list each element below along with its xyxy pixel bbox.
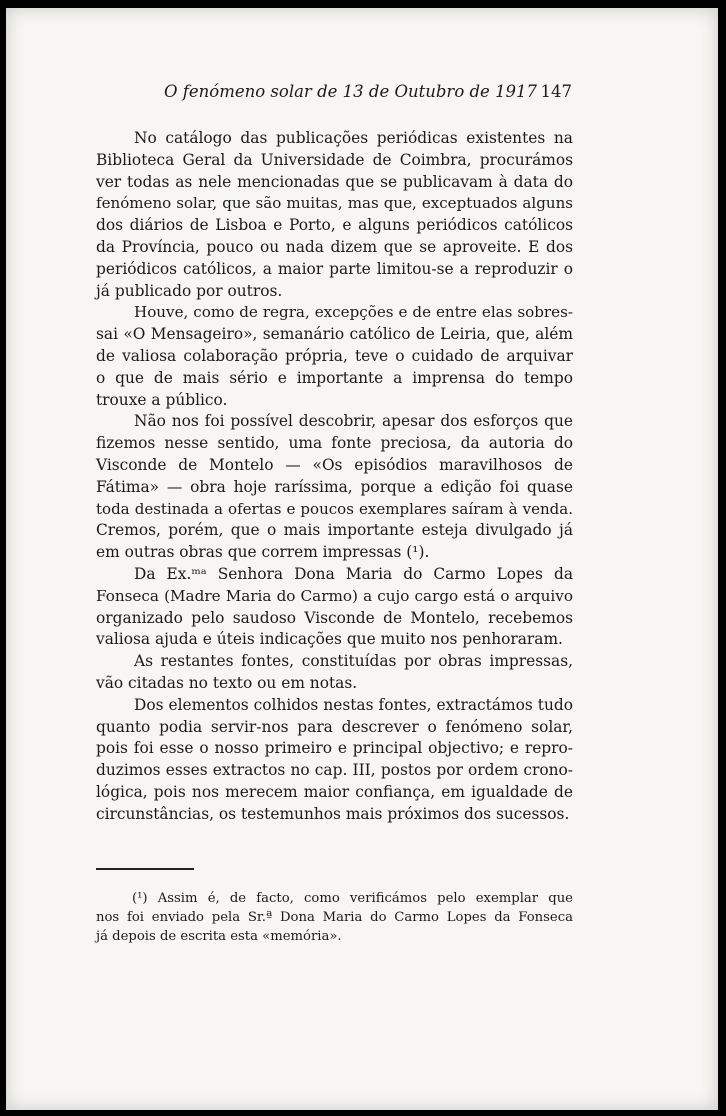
text-line: já publicado por outros.: [96, 281, 283, 300]
footnote-divider: [96, 868, 194, 870]
text-line: toda destinada a ofertas e poucos exemplares saíram à venda.: [96, 499, 573, 518]
text-line: da Província, pouco ou nada dizem que se aproveite. E dos: [96, 237, 573, 256]
footnote-line: já depois de escrita esta «memória».: [96, 929, 342, 944]
text-line: ver todas as nele mencionadas que se publicavam à data do: [96, 172, 573, 191]
text-line: sai «O Mensageiro», semanário católico de Leiria, que, além: [96, 325, 573, 344]
text-line: de valiosa colaboração própria, teve o cuidado de arquivar: [96, 346, 573, 365]
text-line: periódicos católicos, a maior parte limitou-se a reproduzir o: [96, 259, 573, 278]
text-line: duzimos esses extractos no cap. III, postos por ordem crono-: [96, 761, 573, 780]
text-line: Não nos foi possível descobrir, apesar dos esforços que: [134, 412, 573, 431]
text-line: organizado pelo saudoso Visconde de Montelo, recebemos: [96, 608, 573, 627]
text-line: vão citadas no texto ou em notas.: [96, 673, 358, 692]
text-line: circunstâncias, os testemunhos mais próximos dos sucessos.: [96, 804, 570, 823]
text-line: valiosa ajuda e úteis indicações que muito nos penhoraram.: [96, 630, 563, 649]
page-number: 147: [540, 82, 572, 101]
text-line: fenómeno solar, que são muitas, mas que, exceptuados alguns: [96, 194, 573, 213]
text-line: Fonseca (Madre Maria do Carmo) a cujo cargo está o arquivo: [96, 586, 573, 605]
text-line: pois foi esse o nosso primeiro e principal objectivo; e repro-: [96, 739, 573, 758]
text-line: No catálogo das publicações periódicas existentes na: [134, 129, 573, 147]
text-line: quanto podia servir-nos para descrever o fenómeno solar,: [96, 717, 573, 736]
text-line: Dos elementos colhidos nestas fontes, extractámos tudo: [134, 695, 573, 714]
text-line: Biblioteca Geral da Universidade de Coimbra, procurámos: [96, 150, 573, 169]
text-line: Cremos, porém, que o mais importante esteja divulgado já: [96, 521, 573, 540]
footnote-line: nos foi enviado pela Sr.ª Dona Maria do Carmo Lopes da Fonseca: [96, 910, 573, 925]
text-line: trouxe a público.: [96, 390, 228, 409]
running-title: O fenómeno solar de 13 de Outubro de 1917: [164, 82, 538, 101]
footnote: [96, 889, 573, 946]
footnote-line: (¹) Assim é, de facto, como verificámos pelo exemplar que: [132, 891, 573, 906]
text-line: lógica, pois nos merecem maior confiança, em igualdade de: [96, 782, 573, 801]
text-line: dos diários de Lisboa e Porto, e alguns periódicos católicos: [96, 216, 573, 235]
text-line: Houve, como de regra, excepções e de entre elas sobres-: [134, 303, 573, 322]
body-text: [96, 128, 573, 826]
text-line: Visconde de Montelo — «Os episódios maravilhosos de: [96, 455, 573, 474]
text-line: Fátima» — obra hoje raríssima, porque a edição foi quase: [96, 477, 573, 496]
running-header: [164, 82, 572, 101]
text-line: As restantes fontes, constituídas por obras impressas,: [134, 652, 573, 671]
text-line: o que de mais sério e importante a imprensa do tempo: [96, 368, 573, 387]
text-line: em outras obras que correm impressas (¹).: [96, 543, 430, 562]
text-line: fizemos nesse sentido, uma fonte preciosa, da autoria do: [96, 434, 573, 453]
text-line: Da Ex.ᵐᵃ Senhora Dona Maria do Carmo Lopes da: [134, 564, 573, 583]
